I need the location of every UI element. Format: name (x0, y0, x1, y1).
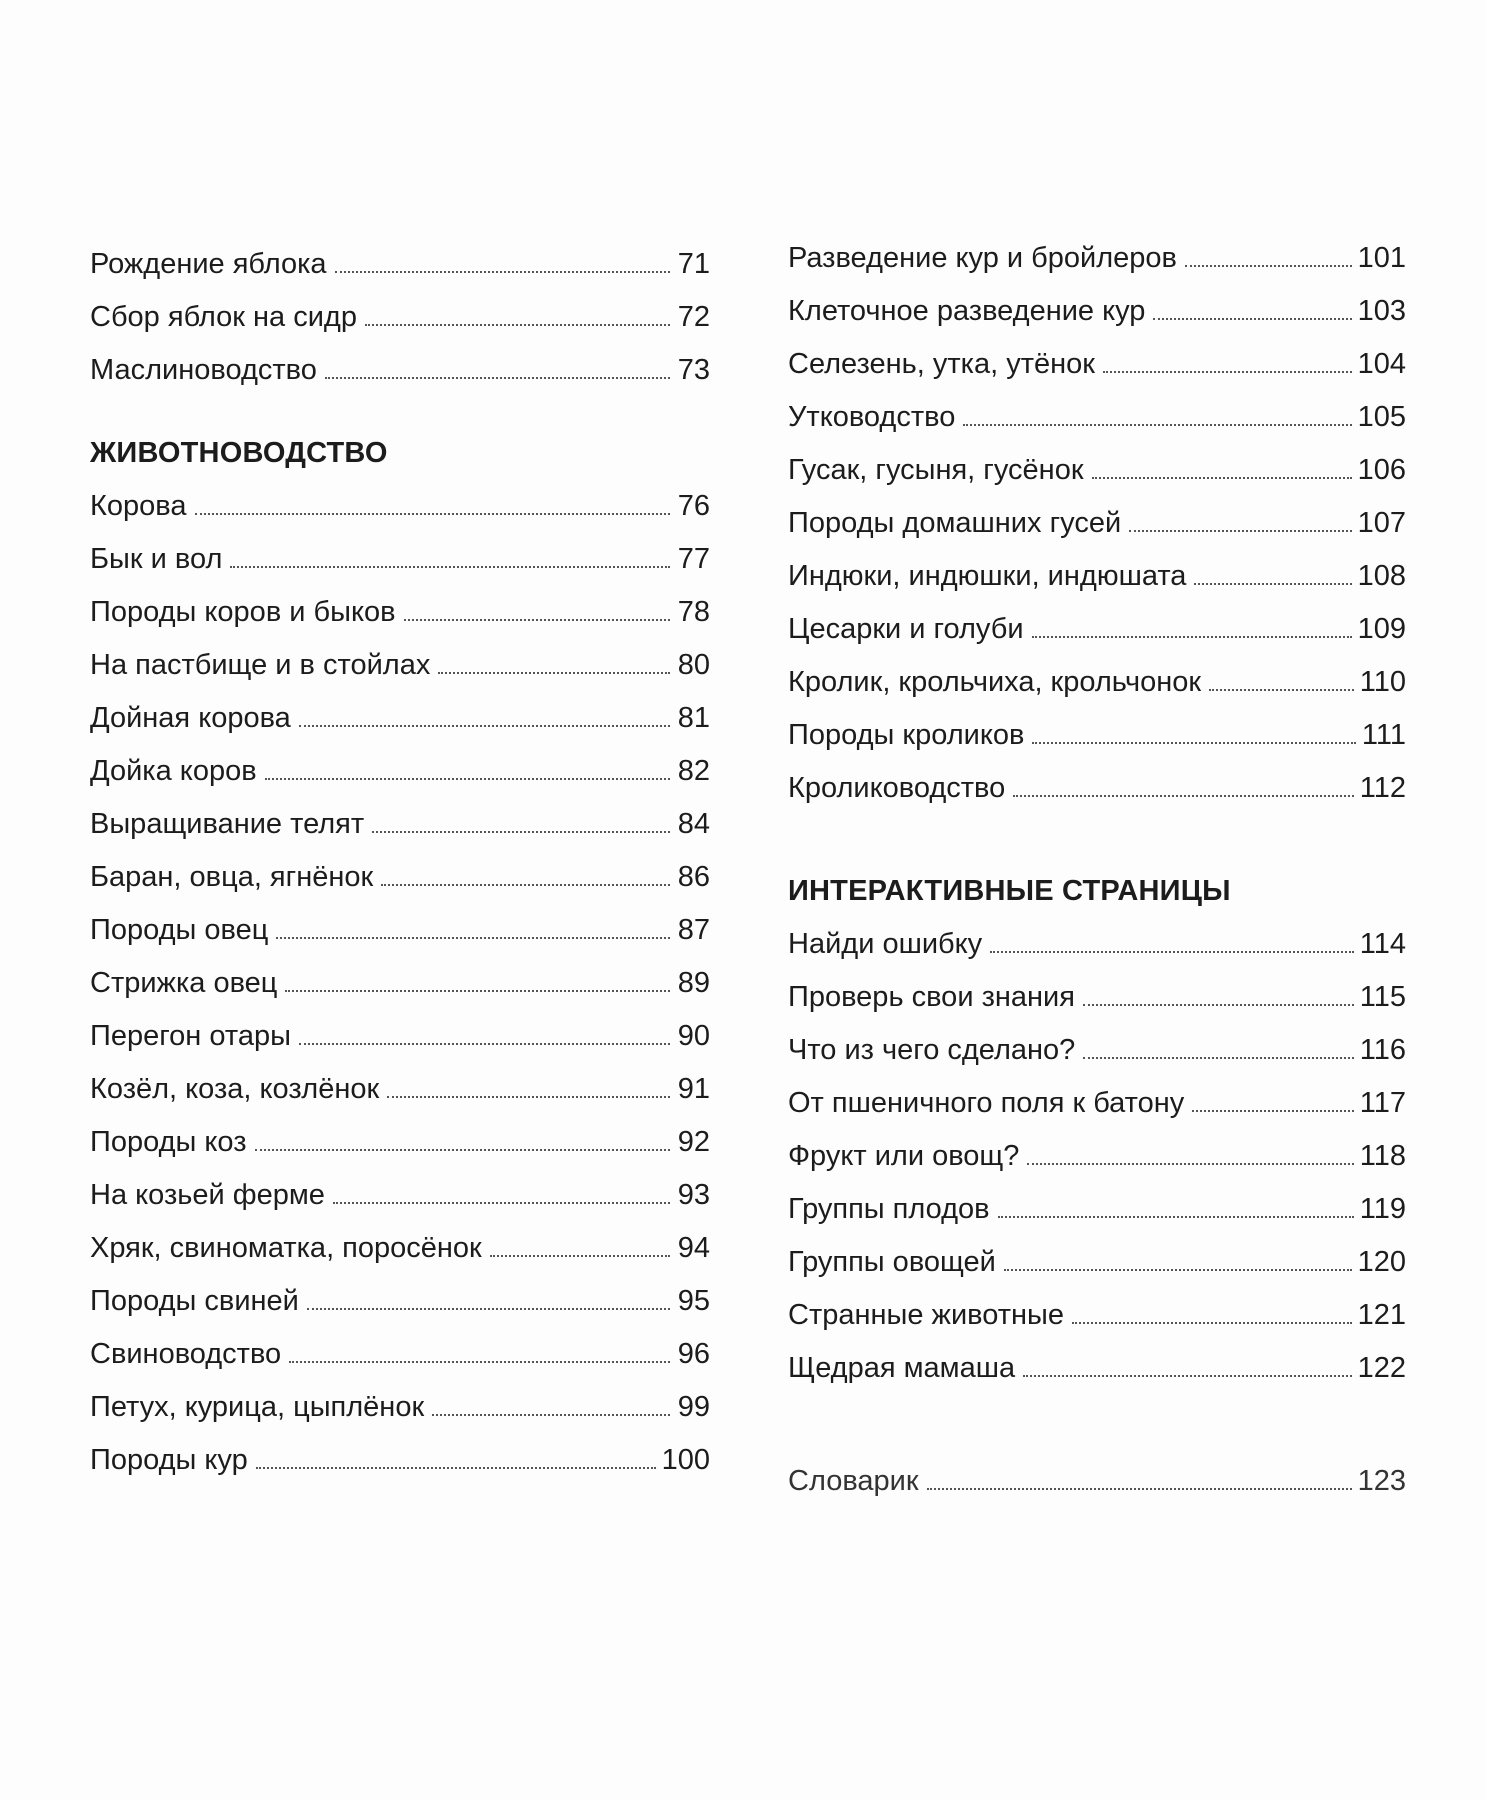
toc-entry-page-number: 71 (677, 248, 710, 280)
toc-entry[interactable] (90, 586, 710, 639)
toc-entry[interactable] (90, 1434, 710, 1487)
toc-entry-title: Свиноводство (90, 1338, 282, 1370)
toc-entry-page-number: 122 (1357, 1352, 1406, 1384)
toc-entry-title: Щедрая мамаша (788, 1352, 1016, 1384)
toc-entry-title: Породы домашних гусей (788, 507, 1122, 539)
toc-entry[interactable] (788, 391, 1406, 444)
toc-entry-title: Хряк, свиноматка, поросёнок (90, 1232, 482, 1264)
toc-entry-title: Петух, курица, цыплёнок (90, 1391, 425, 1423)
dot-leader (230, 566, 670, 568)
toc-entry-title: Породы коров и быков (90, 596, 396, 628)
toc-entry-page-number: 104 (1357, 348, 1406, 380)
toc-entry-page-number: 82 (677, 755, 710, 787)
toc-entry-title: Породы овец (90, 914, 269, 946)
dot-leader (1023, 1375, 1351, 1377)
dot-leader (1129, 530, 1351, 532)
dot-leader (195, 513, 671, 515)
toc-entry[interactable] (788, 603, 1406, 656)
dot-leader (1194, 583, 1351, 585)
toc-entry-page-number: 118 (1359, 1140, 1406, 1172)
toc-entry-page-number: 111 (1361, 719, 1406, 751)
toc-entry-title: Породы коз (90, 1126, 247, 1158)
toc-entry-title: Селезень, утка, утёнок (788, 348, 1095, 380)
dot-leader (325, 377, 670, 379)
toc-left-column (90, 238, 710, 1487)
toc-entry-glossary[interactable] (788, 1455, 1406, 1508)
dot-leader (1083, 1057, 1353, 1059)
dot-leader (1092, 477, 1352, 479)
dot-leader (1153, 318, 1351, 320)
toc-entry-page-number: 108 (1357, 560, 1406, 592)
dot-leader (1185, 265, 1352, 267)
dot-leader (1032, 636, 1352, 638)
toc-entry-title: Группы плодов (788, 1193, 990, 1225)
toc-entry-title: На пастбище и в стойлах (90, 649, 431, 681)
toc-entry-title: Перегон отары (90, 1020, 291, 1052)
toc-entry-page-number: 107 (1357, 507, 1406, 539)
toc-entry-title: Фрукт или овощ? (788, 1140, 1020, 1172)
dot-leader (432, 1414, 670, 1416)
toc-entry[interactable] (788, 762, 1406, 815)
toc-entry-page-number: 103 (1357, 295, 1406, 327)
toc-entry-title: Породы свиней (90, 1285, 299, 1317)
toc-entry-title: Выращивание телят (90, 808, 365, 840)
toc-entry-page-number: 84 (677, 808, 710, 840)
dot-leader (1072, 1322, 1352, 1324)
toc-entry[interactable] (90, 533, 710, 586)
toc-entry-title: Сбор яблок на сидр (90, 301, 357, 333)
toc-entry-page-number: 78 (677, 596, 710, 628)
toc-entry-title: Что из чего сделано? (788, 1034, 1076, 1066)
toc-entry-title: Козёл, коза, козлёнок (90, 1073, 380, 1105)
left-top-entries (90, 238, 710, 397)
toc-entry-page-number: 76 (677, 490, 710, 522)
dot-leader (255, 1149, 670, 1151)
toc-entry[interactable] (788, 656, 1406, 709)
toc-entry[interactable] (788, 550, 1406, 603)
toc-entry-title: Рождение яблока (90, 248, 327, 280)
toc-entry[interactable] (788, 1342, 1406, 1395)
section-heading-interactive-pages: ИНТЕРАКТИВНЫЕ СТРАНИЦЫ (788, 875, 1231, 907)
toc-entry[interactable] (788, 918, 1406, 971)
toc-entry[interactable] (788, 285, 1406, 338)
toc-entry-title: Группы овощей (788, 1246, 996, 1278)
toc-entry-page-number: 89 (677, 967, 710, 999)
toc-entry-title: Индюки, индюшки, индюшата (788, 560, 1187, 592)
toc-entry-page-number: 94 (677, 1232, 710, 1264)
toc-entry-page-number: 112 (1359, 772, 1406, 804)
dot-leader (265, 778, 670, 780)
toc-entry-page-number: 92 (677, 1126, 710, 1158)
dot-leader (963, 424, 1351, 426)
toc-entry-page-number: 81 (677, 702, 710, 734)
toc-entry-title: Утководство (788, 401, 956, 433)
toc-entry[interactable] (90, 745, 710, 798)
toc-entry-page-number: 121 (1357, 1299, 1406, 1331)
toc-entry-page-number: 86 (677, 861, 710, 893)
toc-entry[interactable] (788, 1130, 1406, 1183)
toc-entry-title: Кролиководство (788, 772, 1006, 804)
toc-entry-page-number: 114 (1359, 928, 1406, 960)
toc-entry-page-number: 91 (677, 1073, 710, 1105)
toc-entry[interactable] (90, 1010, 710, 1063)
dot-leader (307, 1308, 670, 1310)
toc-entry[interactable] (788, 232, 1406, 285)
toc-entry-title: От пшеничного поля к батону (788, 1087, 1185, 1119)
toc-entry[interactable] (90, 480, 710, 533)
dot-leader (438, 672, 670, 674)
dot-leader (333, 1202, 670, 1204)
toc-entry-page-number: 119 (1359, 1193, 1406, 1225)
toc-entry[interactable] (90, 344, 710, 397)
toc-entry-page-number: 110 (1359, 666, 1406, 698)
toc-entry-page-number: 101 (1357, 242, 1406, 274)
dot-leader (256, 1467, 656, 1469)
dot-leader (372, 831, 670, 833)
toc-entry[interactable] (90, 692, 710, 745)
right-top-entries (788, 232, 1406, 815)
dot-leader (387, 1096, 670, 1098)
dot-leader (990, 951, 1354, 953)
toc-entry-title: Корова (90, 490, 187, 522)
dot-leader (1013, 795, 1354, 797)
toc-entry-title: Клеточное разведение кур (788, 295, 1146, 327)
dot-leader (1032, 742, 1356, 744)
toc-entry-page-number: 115 (1359, 981, 1406, 1013)
toc-entry-page-number: 90 (677, 1020, 710, 1052)
toc-entry-page-number: 109 (1357, 613, 1406, 645)
toc-entry-title: Баран, овца, ягнёнок (90, 861, 374, 893)
toc-entry-title: Бык и вол (90, 543, 223, 575)
toc-entry[interactable] (788, 1024, 1406, 1077)
toc-entry[interactable] (90, 1381, 710, 1434)
toc-entry-title: Маслиноводство (90, 354, 317, 386)
toc-entry[interactable] (788, 709, 1406, 762)
toc-entry-page-number: 80 (677, 649, 710, 681)
livestock-entries (90, 480, 710, 1487)
toc-right-column (788, 232, 1406, 1508)
toc-entry-page-number: 105 (1357, 401, 1406, 433)
toc-entry-title: Дойка коров (90, 755, 257, 787)
dot-leader (1103, 371, 1352, 373)
toc-entry-page-number: 120 (1357, 1246, 1406, 1278)
toc-entry-page-number: 106 (1357, 454, 1406, 486)
toc-entry[interactable] (90, 639, 710, 692)
dot-leader (1192, 1110, 1354, 1112)
toc-entry-title: Гусак, гусыня, гусёнок (788, 454, 1084, 486)
dot-leader (365, 324, 670, 326)
dot-leader (335, 271, 670, 273)
toc-entry-page-number: 123 (1357, 1465, 1406, 1497)
toc-entry-page-number: 117 (1359, 1087, 1406, 1119)
toc-entry-title: Стрижка овец (90, 967, 278, 999)
toc-entry[interactable] (90, 1222, 710, 1275)
dot-leader (299, 725, 670, 727)
dot-leader (998, 1216, 1354, 1218)
toc-entry[interactable] (788, 1289, 1406, 1342)
dot-leader (1027, 1163, 1353, 1165)
toc-entry-page-number: 77 (677, 543, 710, 575)
dot-leader (289, 1361, 670, 1363)
toc-entry[interactable] (788, 1077, 1406, 1130)
dot-leader (285, 990, 670, 992)
toc-entry-title: Кролик, крольчиха, крольчонок (788, 666, 1202, 698)
toc-entry-title: Породы кроликов (788, 719, 1025, 751)
toc-entry[interactable] (788, 338, 1406, 391)
toc-entry-title: Странные животные (788, 1299, 1064, 1331)
toc-entry[interactable] (788, 497, 1406, 550)
dot-leader (299, 1043, 670, 1045)
toc-entry-title: Дойная корова (90, 702, 291, 734)
toc-entry[interactable] (90, 1116, 710, 1169)
dot-leader (1083, 1004, 1354, 1006)
toc-entry[interactable] (90, 238, 710, 291)
dot-leader (1209, 689, 1354, 691)
toc-entry-page-number: 95 (677, 1285, 710, 1317)
toc-entry-title: Породы кур (90, 1444, 248, 1476)
toc-entry-page-number: 96 (677, 1338, 710, 1370)
toc-entry[interactable] (90, 851, 710, 904)
toc-entry-page-number: 72 (677, 301, 710, 333)
toc-entry[interactable] (788, 1183, 1406, 1236)
toc-entry[interactable] (788, 444, 1406, 497)
toc-entry[interactable] (90, 1063, 710, 1116)
toc-entry[interactable] (90, 1169, 710, 1222)
toc-entry-title: Словарик (788, 1465, 919, 1497)
toc-entry-title: На козьей ферме (90, 1179, 325, 1211)
toc-entry-page-number: 73 (677, 354, 710, 386)
toc-entry-title: Проверь свои знания (788, 981, 1075, 1013)
interactive-entries (788, 918, 1406, 1395)
toc-entry-page-number: 116 (1359, 1034, 1406, 1066)
toc-entry-title: Разведение кур и бройлеров (788, 242, 1177, 274)
dot-leader (1004, 1269, 1352, 1271)
toc-entry[interactable] (788, 1236, 1406, 1289)
dot-leader (927, 1488, 1352, 1490)
toc-entry[interactable] (90, 291, 710, 344)
toc-entry-page-number: 99 (677, 1391, 710, 1423)
section-heading-livestock: ЖИВОТНОВОДСТВО (90, 437, 388, 469)
toc-entry-page-number: 93 (677, 1179, 710, 1211)
toc-entry-title: Цесарки и голуби (788, 613, 1024, 645)
dot-leader (276, 937, 670, 939)
dot-leader (381, 884, 670, 886)
toc-entry-page-number: 87 (677, 914, 710, 946)
toc-entry[interactable] (90, 1275, 710, 1328)
toc-entry[interactable] (90, 1328, 710, 1381)
dot-leader (404, 619, 670, 621)
dot-leader (490, 1255, 670, 1257)
toc-entry-page-number: 100 (661, 1444, 710, 1476)
toc-entry[interactable] (90, 798, 710, 851)
toc-entry[interactable] (788, 971, 1406, 1024)
toc-entry[interactable] (90, 957, 710, 1010)
toc-entry-title: Найди ошибку (788, 928, 983, 960)
toc-entry[interactable] (90, 904, 710, 957)
